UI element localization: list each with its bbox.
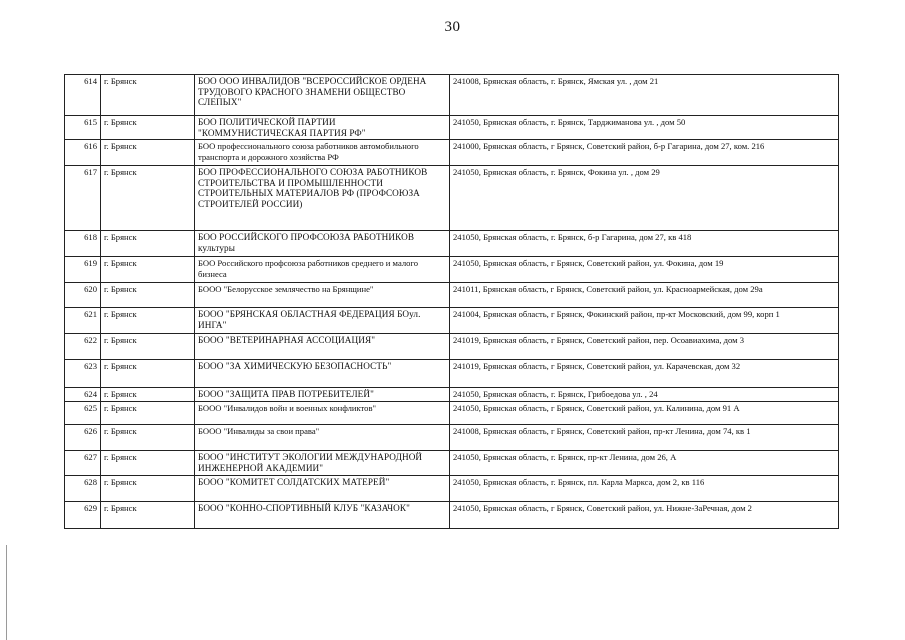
table-row (65, 476, 839, 502)
row-number: 620 (65, 283, 101, 308)
row-city: г. Брянск (101, 140, 195, 166)
row-number: 617 (65, 166, 101, 231)
table-row (65, 308, 839, 334)
row-organization-name: БООО "ВЕТЕРИНАРНАЯ АССОЦИАЦИЯ" (195, 334, 450, 360)
row-address: 241050, Брянская область, г. Брянск, Грибоедова ул. , 24 (450, 388, 839, 402)
row-organization-name: БОО Российского профсоюза работников среднего и малого бизнеса (195, 257, 450, 283)
table-row (65, 451, 839, 476)
row-organization-name: БОО ООО ИНВАЛИДОВ "ВСЕРОССИЙСКОЕ ОРДЕНА ТРУДОВОГО КРАСНОГО ЗНАМЕНИ ОБЩЕСТВО СЛЕПЫХ" (195, 75, 450, 116)
row-number: 615 (65, 116, 101, 140)
table-row (65, 283, 839, 308)
page-number: 30 (444, 19, 461, 35)
table-row (65, 140, 839, 166)
row-organization-name: БООО "ЗАЩИТА ПРАВ ПОТРЕБИТЕЛЕЙ" (195, 388, 450, 402)
row-number: 626 (65, 425, 101, 451)
scan-edge-line (6, 545, 7, 640)
row-city: г. Брянск (101, 360, 195, 388)
table-row (65, 402, 839, 425)
row-organization-name: БОО РОССИЙСКОГО ПРОФСОЮЗА РАБОТНИКОВ культуры (195, 231, 450, 257)
row-number: 622 (65, 334, 101, 360)
row-address: 241019, Брянская область, г Брянск, Советский район, пер. Осоавиахима, дом 3 (450, 334, 839, 360)
row-organization-name: БООО "ИНСТИТУТ ЭКОЛОГИИ МЕЖДУНАРОДНОЙ ИНЖЕНЕРНОЙ АКАДЕМИИ" (195, 451, 450, 476)
row-city: г. Брянск (101, 502, 195, 529)
organizations-table (64, 74, 839, 529)
row-organization-name: БОО ПОЛИТИЧЕСКОЙ ПАРТИИ "КОММУНИСТИЧЕСКАЯ ПАРТИЯ РФ" (195, 116, 450, 140)
row-organization-name: БООО "Белорусское землячество на Брянщине" (195, 283, 450, 308)
row-organization-name: БОО ПРОФЕССИОНАЛЬНОГО СОЮЗА РАБОТНИКОВ СТРОИТЕЛЬСТВА И ПРОМЫШЛЕННОСТИ СТРОИТЕЛЬНЫХ МАТЕРИАЛОВ РФ (ПРОФСОЮЗА СТРОИТЕЛЕЙ РОССИИ) (195, 166, 450, 231)
row-organization-name: БООО "БРЯНСКАЯ ОБЛАСТНАЯ ФЕДЕРАЦИЯ БОул. ИНГА" (195, 308, 450, 334)
row-address: 241050, Брянская область, г Брянск, Советский район, ул. Нижне-ЗаРечная, дом 2 (450, 502, 839, 529)
row-city: г. Брянск (101, 476, 195, 502)
table-row (65, 166, 839, 231)
row-city: г. Брянск (101, 231, 195, 257)
row-city: г. Брянск (101, 166, 195, 231)
row-city: г. Брянск (101, 451, 195, 476)
row-address: 241019, Брянская область, г Брянск, Советский район, ул. Карачевская, дом 32 (450, 360, 839, 388)
row-number: 623 (65, 360, 101, 388)
table-row (65, 231, 839, 257)
row-address: 241008, Брянская область, г Брянск, Советский район, пр-кт Ленина, дом 74, кв 1 (450, 425, 839, 451)
row-number: 614 (65, 75, 101, 116)
row-address: 241008, Брянская область, г. Брянск, Ямская ул. , дом 21 (450, 75, 839, 116)
row-city: г. Брянск (101, 334, 195, 360)
row-number: 621 (65, 308, 101, 334)
row-city: г. Брянск (101, 283, 195, 308)
table-row (65, 334, 839, 360)
row-number: 625 (65, 402, 101, 425)
row-organization-name: БООО "КОННО-СПОРТИВНЫЙ КЛУБ "КАЗАЧОК" (195, 502, 450, 529)
row-city: г. Брянск (101, 388, 195, 402)
row-city: г. Брянск (101, 257, 195, 283)
row-organization-name: БООО "КОМИТЕТ СОЛДАТСКИХ МАТЕРЕЙ" (195, 476, 450, 502)
table-row (65, 425, 839, 451)
row-number: 629 (65, 502, 101, 529)
row-number: 619 (65, 257, 101, 283)
row-address: 241050, Брянская область, г Брянск, Советский район, ул. Калинина, дом 91 А (450, 402, 839, 425)
row-address: 241050, Брянская область, г. Брянск, Фокина ул. , дом 29 (450, 166, 839, 231)
table-row (65, 116, 839, 140)
row-organization-name: БООО "Инвалиды за свои права" (195, 425, 450, 451)
row-number: 628 (65, 476, 101, 502)
row-city: г. Брянск (101, 425, 195, 451)
row-address: 241050, Брянская область, г. Брянск, пл. Карла Маркса, дом 2, кв 116 (450, 476, 839, 502)
row-address: 241011, Брянская область, г Брянск, Советский район, ул. Красноармейская, дом 29а (450, 283, 839, 308)
table-row (65, 360, 839, 388)
table-row (65, 75, 839, 116)
table-row (65, 257, 839, 283)
row-city: г. Брянск (101, 75, 195, 116)
row-address: 241050, Брянская область, г Брянск, Советский район, ул. Фокина, дом 19 (450, 257, 839, 283)
row-number: 624 (65, 388, 101, 402)
row-address: 241050, Брянская область, г. Брянск, Тарджиманова ул. , дом 50 (450, 116, 839, 140)
row-address: 241050, Брянская область, г. Брянск, б-р Гагарина, дом 27, кв 418 (450, 231, 839, 257)
row-address: 241050, Брянская область, г. Брянск, пр-кт Ленина, дом 26, А (450, 451, 839, 476)
table-row (65, 502, 839, 529)
row-number: 627 (65, 451, 101, 476)
row-city: г. Брянск (101, 116, 195, 140)
row-organization-name: БООО "ЗА ХИМИЧЕСКУЮ БЕЗОПАСНОСТЬ" (195, 360, 450, 388)
row-organization-name: БООО "Инвалидов войн и военных конфликтов" (195, 402, 450, 425)
row-address: 241000, Брянская область, г Брянск, Советский район, б-р Гагарина, дом 27, ком. 216 (450, 140, 839, 166)
row-city: г. Брянск (101, 402, 195, 425)
row-address: 241004, Брянская область, г Брянск, Фокинский район, пр-кт Московский, дом 99, корп 1 (450, 308, 839, 334)
row-city: г. Брянск (101, 308, 195, 334)
row-number: 618 (65, 231, 101, 257)
row-number: 616 (65, 140, 101, 166)
table-row (65, 388, 839, 402)
row-organization-name: БОО профессионального союза работников автомобильного транспорта и дорожного хозяйства РФ (195, 140, 450, 166)
